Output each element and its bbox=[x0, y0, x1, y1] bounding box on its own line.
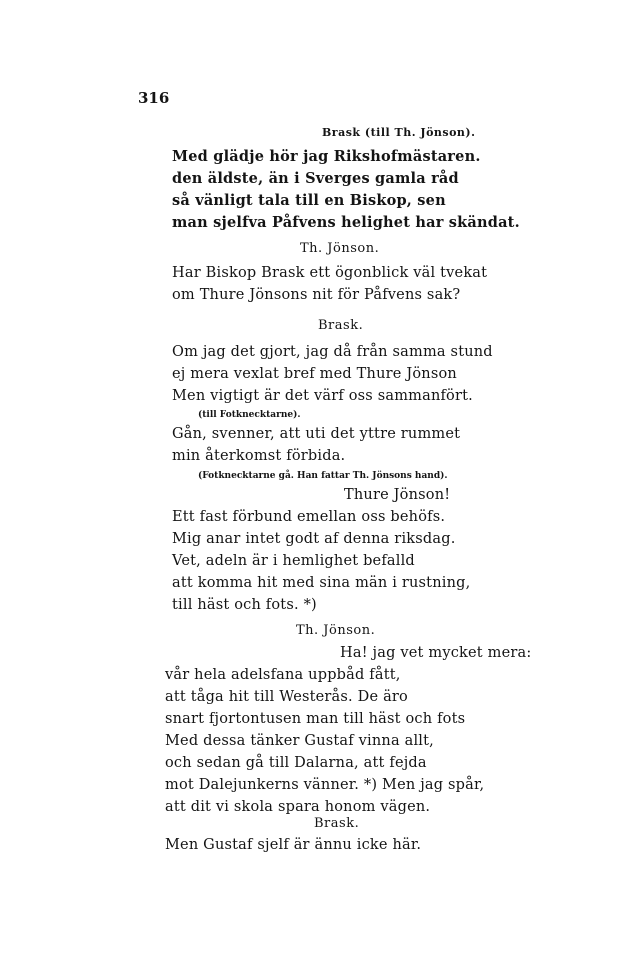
verse-line: Ha! jag vet mycket mera: bbox=[340, 645, 532, 661]
verse-line: Om jag det gjort, jag då från samma stund bbox=[172, 344, 493, 360]
verse-line: mot Dalejunkerns vänner. *) Men jag spår, bbox=[165, 777, 485, 793]
verse-line: Vet, adeln är i hemlighet befalld bbox=[172, 553, 415, 569]
speaker-label: Brask. bbox=[314, 816, 360, 831]
verse-line: och sedan gå till Dalarna, att fejda bbox=[165, 755, 427, 771]
stage-direction: (till Fotknecktarne). bbox=[198, 410, 301, 420]
verse-line: att komma hit med sina män i rustning, bbox=[172, 575, 471, 591]
verse-line: ej mera vexlat bref med Thure Jönson bbox=[172, 366, 457, 382]
verse-line: Mig anar intet godt af denna riksdag. bbox=[172, 531, 456, 547]
verse-line: Har Biskop Brask ett ögonblick väl tvekat bbox=[172, 265, 488, 281]
verse-line: att tåga hit till Westerås. De äro bbox=[165, 689, 408, 705]
verse-line: den äldste, än i Sverges gamla råd bbox=[172, 170, 459, 187]
verse-line: Med dessa tänker Gustaf vinna allt, bbox=[165, 733, 434, 749]
verse-line: min återkomst förbida. bbox=[172, 448, 346, 464]
verse-line: Men Gustaf sjelf är ännu icke här. bbox=[165, 837, 422, 853]
verse-line: Med glädje hör jag Rikshofmästaren. bbox=[172, 148, 481, 165]
speaker-label: Brask (till Th. Jönson). bbox=[322, 126, 476, 139]
page-number: 316 bbox=[138, 89, 170, 107]
speaker-label: Brask. bbox=[318, 318, 364, 333]
speaker-label: Th. Jönson. bbox=[296, 623, 376, 638]
verse-line: till häst och fots. *) bbox=[172, 597, 317, 613]
verse-line: om Thure Jönsons nit för Påfvens sak? bbox=[172, 287, 461, 303]
stage-direction: (Fotknecktarne gå. Han fattar Th. Jönsons hand). bbox=[198, 471, 448, 481]
verse-line: att dit vi skola spara honom vägen. bbox=[165, 799, 431, 815]
verse-line: man sjelfva Påfvens helighet har skändat. bbox=[172, 214, 520, 231]
verse-line: vår hela adelsfana uppbåd fått, bbox=[165, 667, 401, 683]
speaker-label: Th. Jönson. bbox=[300, 241, 380, 256]
verse-line: Ett fast förbund emellan oss behöfs. bbox=[172, 509, 446, 525]
verse-line: Gån, svenner, att uti det yttre rummet bbox=[172, 426, 461, 442]
verse-line: Thure Jönson! bbox=[344, 487, 451, 503]
verse-line: så vänligt tala till en Biskop, sen bbox=[172, 192, 446, 209]
verse-line: Men vigtigt är det värf oss sammanfört. bbox=[172, 388, 473, 404]
verse-line: snart fjortontusen man till häst och fots bbox=[165, 711, 466, 727]
